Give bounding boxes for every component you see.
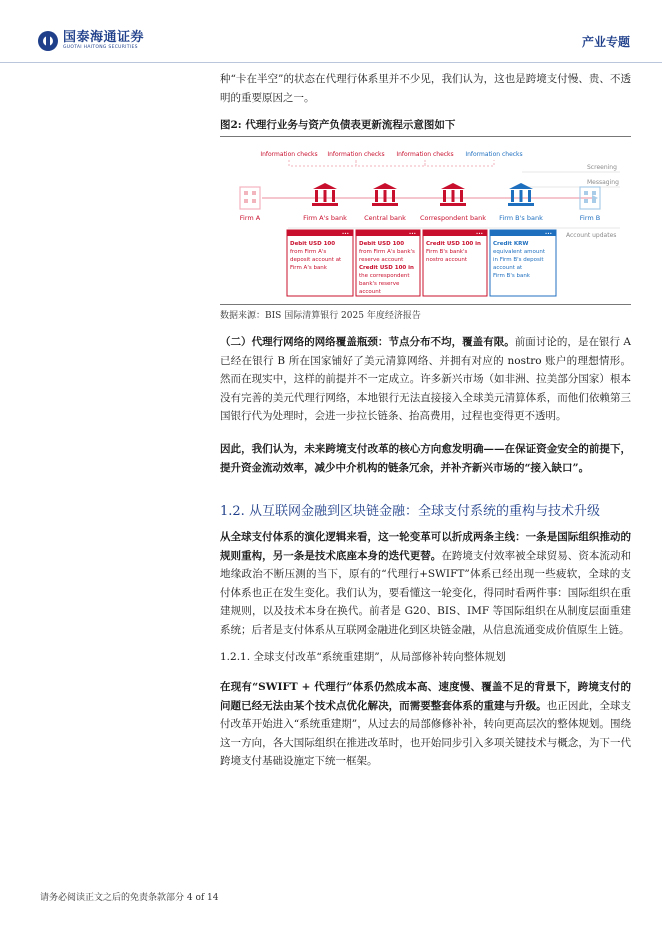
account-box-central-bank <box>356 230 420 296</box>
company-logo <box>38 30 156 52</box>
info-check-label: Information checks <box>396 151 454 158</box>
paragraph-coverage-body: 前面讨论的，是在银行 A 已经在银行 B 所在国家铺好了美元清算网络、并拥有对应的 nostro 账户的理想情形。然而在现实中，这样的前提并不一定成立。许多新兴市场（如非洲、拉美部分国家）根本没有完善的美元代理行网络，本地银行无法直接接入全球美元清算体系，而他们依赖第三国银行代为处理时，会进一步拉长链条、抬高费用，过程也变得更不透明。 <box>220 336 632 422</box>
paragraph-coverage <box>220 333 631 426</box>
node-label: Firm A's bank <box>303 214 347 222</box>
screening-label: Screening <box>587 164 617 171</box>
intro-paragraph: 种“卡在半空”的状态在代理行体系里并不少见，我们认为，这也是跨境支付慢、贵、不透明的重要原因之一。 <box>220 73 631 104</box>
correspondent-bank-icon <box>440 183 466 206</box>
box-line: Credit USD 100 in <box>426 241 481 247</box>
node-label: Correspondent bank <box>419 214 487 222</box>
svg-text:•••: ••• <box>475 231 483 236</box>
box-line: Debit USD 100 <box>359 241 405 247</box>
box-line: account <box>359 289 381 295</box>
box-line: deposit account at <box>290 257 342 263</box>
paragraph-rebuild <box>220 678 631 771</box>
page-footer: 请务必阅读正文之后的免责条款部分 4 of 14 <box>40 893 219 903</box>
box-line: Credit USD 100 in <box>359 265 414 271</box>
firm-a-bank-icon <box>312 183 338 206</box>
paragraph-evolution-body: 在跨境支付效率被全球贸易、资本流动和地缘政治不断压测的当下，原有的“代理行+SWIFT”体系已经出现一些疲软，全球的支付体系也正在发生变化。我们认为，要看懂这一轮变化，得同时看两件事：国际组织在重建规则，以及技术本身在换代。前者是 G20、BIS、IMF 等国际组织在从制度层面重建系统；后者是支付体系从互联网金融进化到区块链金融，从信息流通变成价值原生上链。 <box>220 549 631 636</box>
header-divider <box>0 62 662 63</box>
paragraph-coverage-lead: （二）代理行网络的网络覆盖瓶颈：节点分布不均，覆盖有限。 <box>220 336 515 348</box>
box-line: from Firm A's bank's <box>359 249 415 255</box>
section-label: 产业专题 <box>581 35 630 49</box>
box-line: from Firm A's <box>290 249 327 255</box>
node-label: Firm B <box>579 214 601 222</box>
box-line: Firm A's bank <box>290 265 327 271</box>
box-line: Credit KRW <box>493 241 529 247</box>
box-line: equivalent amount <box>493 249 546 255</box>
firm-b-bank-icon <box>508 183 534 206</box>
account-box-firm-a-bank <box>287 230 353 296</box>
paragraph-evolution-lead: 从全球支付体系的演化逻辑来看，这一轮变革可以折成两条主线：一条是国际组织推动的规则重构，另一条是技术底座本身的迭代更替。 <box>220 531 631 562</box>
figure-title: 图2: 代理行业务与资产负债表更新流程示意图如下 <box>220 119 456 131</box>
paragraph-evolution <box>220 528 631 639</box>
node-label: Firm B's bank <box>499 214 543 222</box>
figure-bottom-rule <box>220 304 631 305</box>
check-bracket <box>289 160 356 166</box>
node-label: Firm A <box>239 214 261 222</box>
section-heading: 1.2. 从互联网金融到区块链金融：全球支付系统的重构与技术升级 <box>220 504 600 519</box>
subsection-heading: 1.2.1. 全球支付改革“系统重建期”，从局部修补转向整体规划 <box>220 651 506 663</box>
logo-text-en: GUOTAI HAITONG SECURITIES <box>63 45 138 51</box>
logo-mark-icon <box>38 31 58 51</box>
figure-top-rule <box>220 136 631 137</box>
svg-text:•••: ••• <box>544 231 552 236</box>
box-line: in Firm B's deposit <box>493 257 544 263</box>
messaging-label: Messaging <box>587 179 619 186</box>
check-bracket <box>356 160 425 166</box>
figure-source: 数据来源：BIS 国际清算银行 2025 年度经济报告 <box>220 311 421 321</box>
account-updates-label: Account updates <box>566 232 617 239</box>
box-line: Firm B's bank's <box>426 249 468 255</box>
correspondent-banking-diagram <box>232 140 630 302</box>
firm-a-building-icon <box>240 187 260 209</box>
svg-text:•••: ••• <box>408 231 416 236</box>
box-line: account at <box>493 265 523 271</box>
information-checks-row <box>260 151 522 166</box>
central-bank-icon <box>372 183 398 206</box>
logo-text-cn: 国泰海通证券 <box>63 30 145 46</box>
box-line: reserve account <box>359 257 404 263</box>
paragraph-rebuild-body: 也正因此，全球支付改革开始进入“系统重建期”，从过去的局部修修补补，转向更高层次的整体规划。围绕这一方向，各大国际组织在推进改革时，也开始同步引入多项关键技术与概念，为下一代跨境支付基础设施定下统一框架。 <box>220 699 632 767</box>
node-label: Central bank <box>364 214 406 222</box>
box-line: the correspondent <box>359 273 410 279</box>
account-box-correspondent-bank <box>423 230 487 296</box>
check-bracket <box>425 160 494 166</box>
account-box-firm-b-bank <box>490 230 556 296</box>
box-line: bank's reserve <box>359 281 400 287</box>
box-line: Firm B's bank <box>493 273 530 279</box>
paragraph-conclusion: 因此，我们认为，未来跨境支付改革的核心方向愈发明确——在保证资金安全的前提下，提升资金流动效率，减少中介机构的链条冗余，并补齐新兴市场的“接入缺口”。 <box>220 443 631 474</box>
svg-text:•••: ••• <box>341 231 349 236</box>
paragraph-rebuild-lead: 在现有“SWIFT + 代理行”体系仍然成本高、速度慢、覆盖不足的背景下，跨境支付的问题已经无法由某个技术点优化解决，而需要整套体系的重建与升级。 <box>220 681 631 712</box>
info-check-label: Information checks <box>327 151 385 158</box>
info-check-label: Information checks <box>465 151 523 158</box>
box-line: Debit USD 100 <box>290 241 336 247</box>
info-check-label: Information checks <box>260 151 318 158</box>
box-line: nostro account <box>426 257 468 263</box>
